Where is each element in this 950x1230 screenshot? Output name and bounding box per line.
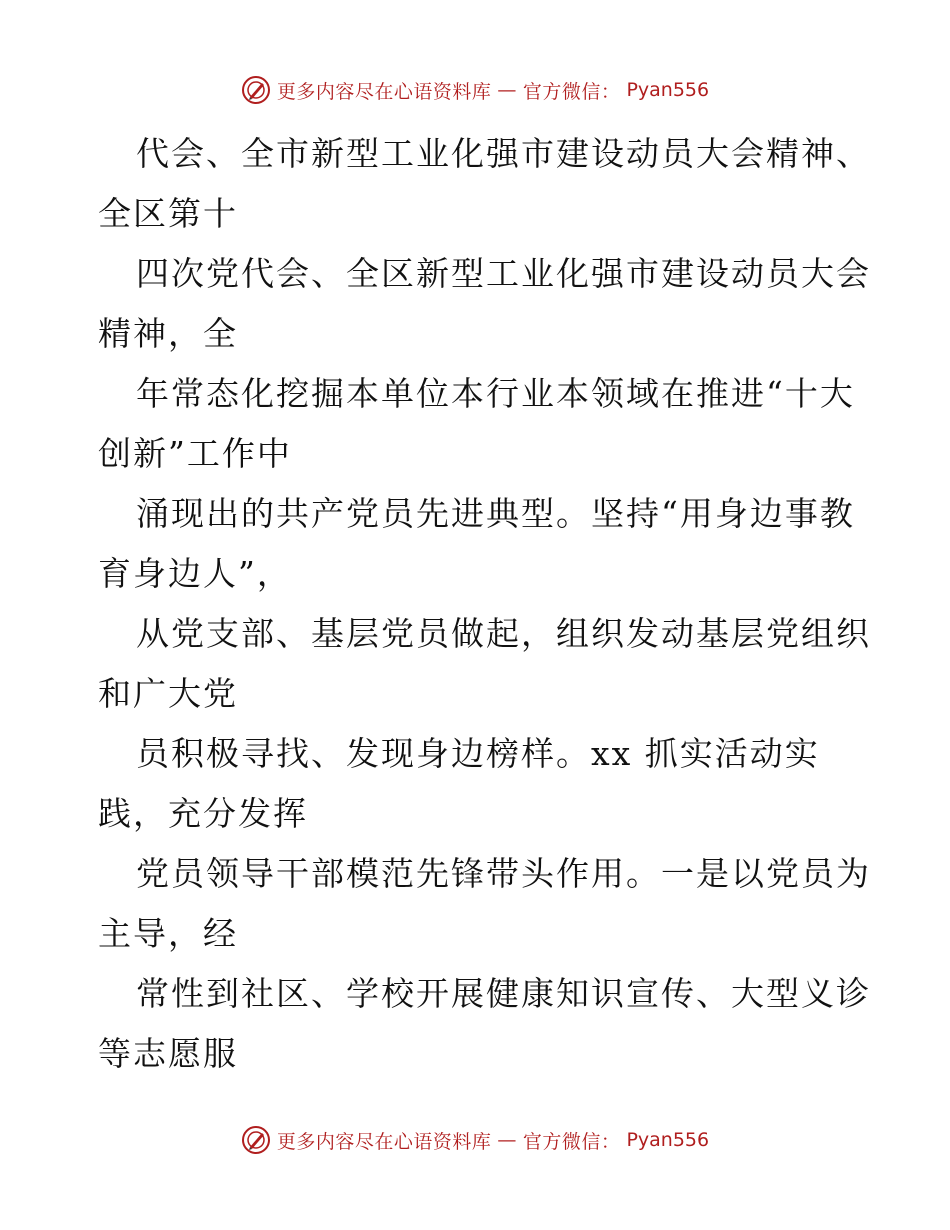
pen-seal-icon [241,75,271,105]
banner-wechat-label: 官方微信： [522,1130,621,1153]
text-line: 主导，经 [98,914,238,953]
text-line: 四次党代会、全区新型工业化强市建设动员大会 [136,254,871,293]
text-line: 年常态化挖掘本单位本行业本领域在推进“十大 [136,374,855,413]
banner-dash: — [497,79,517,101]
text-line: 践，充分发挥 [98,794,308,833]
header-banner [0,72,950,108]
text-line: 和广大党 [98,674,238,713]
footer-banner [0,1122,950,1158]
text-line: 创新”工作中 [98,434,292,473]
text-line: 涌现出的共产党员先进典型。坚持“用身边事教 [136,494,855,533]
banner-brand-text: 更多内容尽在心语资料库 [276,1130,492,1153]
text-line: 代会、全市新型工业化强市建设动员大会精神、 [136,134,871,173]
text-line: 员积极寻找、发现身边榜样。xx 抓实活动实 [136,734,820,773]
text-line: 常性到社区、学校开展健康知识宣传、大型义诊 [136,974,871,1013]
text-line: 育身边人”， [98,554,292,593]
document-body [98,124,871,1084]
text-line: 等志愿服 [98,1034,238,1073]
banner-wechat-id: Pyan556 [626,79,710,101]
banner-wechat-id: Pyan556 [626,1129,710,1151]
banner-wechat-label: 官方微信： [522,80,621,103]
text-line: 精神，全 [98,314,238,353]
text-line: 党员领导干部模范先锋带头作用。一是以党员为 [136,854,871,893]
text-line: 全区第十 [98,194,238,233]
banner-brand-text: 更多内容尽在心语资料库 [276,80,492,103]
pen-seal-icon [241,1125,271,1155]
text-line: 从党支部、基层党员做起，组织发动基层党组织 [136,614,871,653]
banner-dash: — [497,1129,517,1151]
